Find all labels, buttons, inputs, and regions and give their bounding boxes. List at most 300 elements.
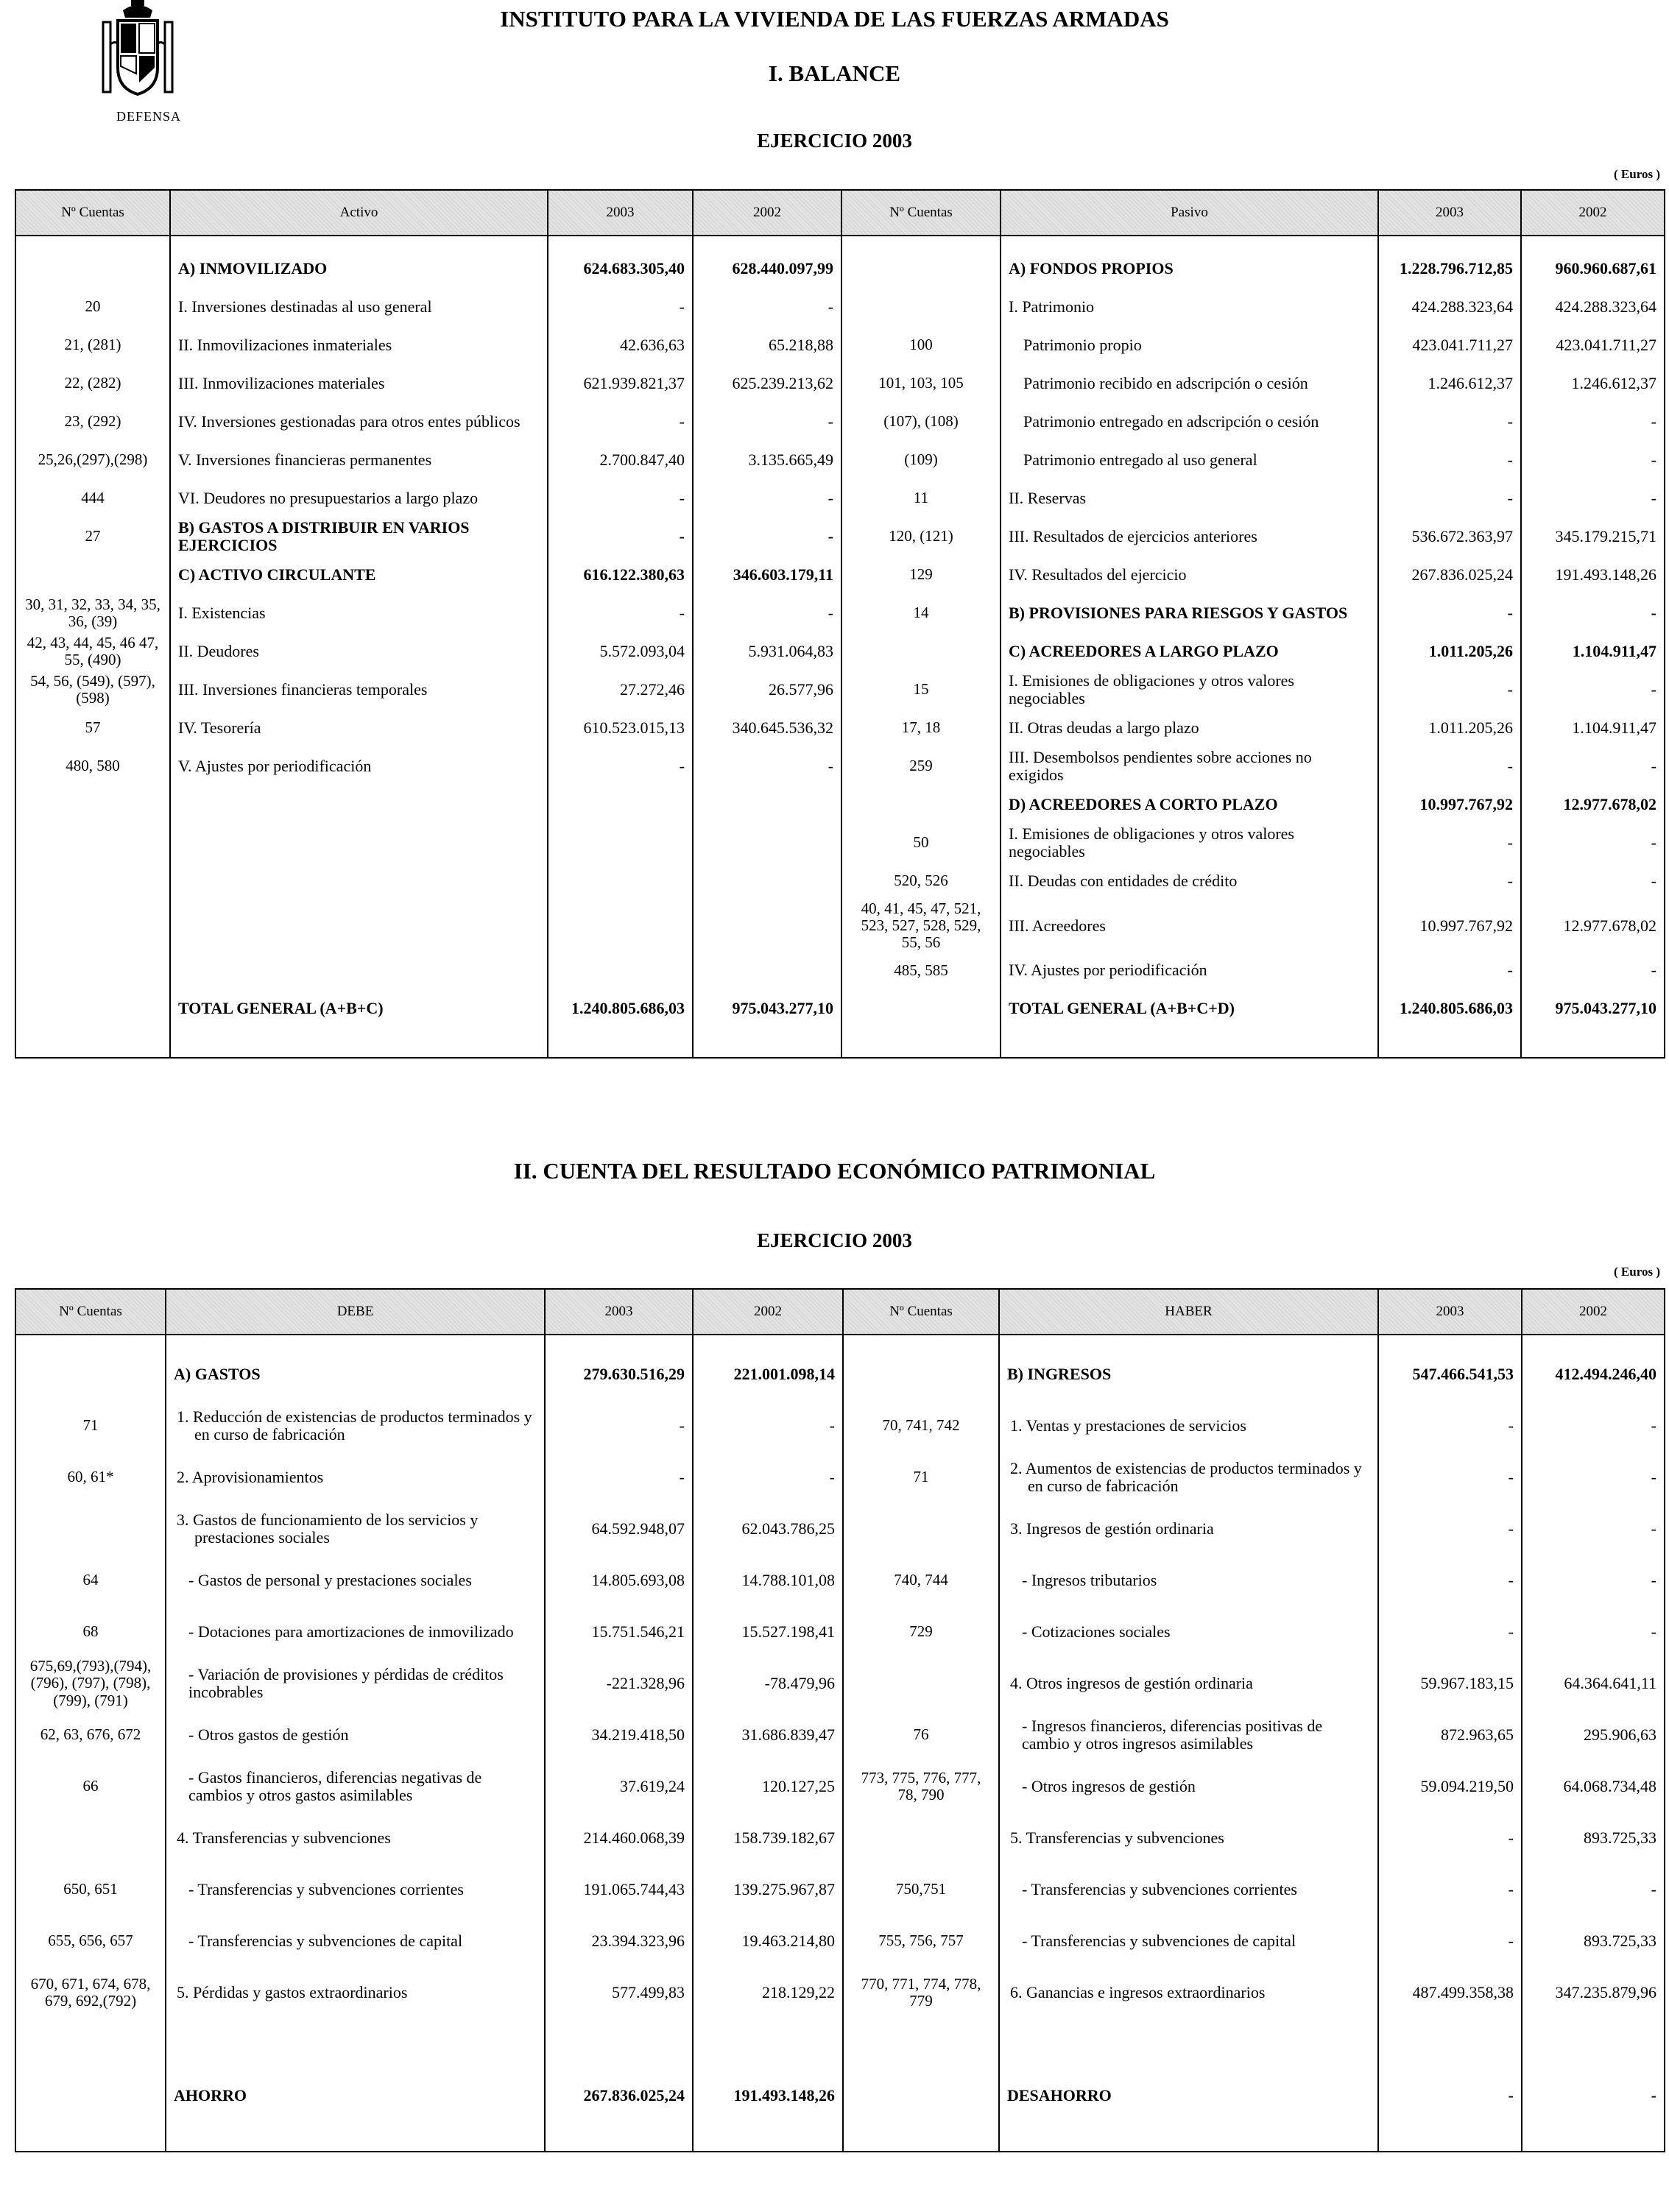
concept: 2. Aprovisionamientos [166,1452,545,1503]
amount-2003: - [1378,1555,1522,1606]
account-codes: 62, 63, 676, 672 [15,1709,166,1761]
amount-2003: - [548,479,693,517]
amount-2003: 610.523.015,13 [548,709,693,747]
account-codes: 485, 585 [841,951,1001,989]
amount-2003: - [548,403,693,441]
amount-2003 [548,785,693,824]
amount-2003: - [1378,1864,1522,1915]
account-codes [15,250,170,288]
account-codes: (109) [841,441,1001,479]
account-codes [15,556,170,594]
amount-2002: - [693,594,841,632]
col-activo: Activo [170,190,548,236]
account-codes: 120, (121) [841,517,1001,556]
concept: - Dotaciones para amortizaciones de inmovilizado [166,1606,545,1658]
account-codes: 23, (292) [15,403,170,441]
amount-2002: 628.440.097,99 [693,250,841,288]
concept: - Otros gastos de gestión [166,1709,545,1761]
amount-2002: 139.275.967,87 [693,1864,843,1915]
account-codes [843,1503,999,1555]
concept: III. Inversiones financieras temporales [170,671,548,709]
resultado-row [15,1709,1665,1761]
account-codes: 76 [843,1709,999,1761]
amount-2003: - [1378,671,1521,709]
amount-2002: 5.931.064,83 [693,632,841,671]
concept: IV. Resultados del ejercicio [1001,556,1378,594]
col-haber: HABER [999,1289,1378,1335]
account-codes [15,785,170,824]
col-2002-left: 2002 [693,190,841,236]
account-codes: 729 [843,1606,999,1658]
concept: AHORRO [166,2070,545,2121]
concept: D) ACREEDORES A CORTO PLAZO [1001,785,1378,824]
account-codes: 66 [15,1761,166,1812]
col-2003-right: 2003 [1378,1289,1522,1335]
amount-2003: - [1378,1452,1522,1503]
resultado-row [15,1658,1665,1709]
concept: I. Inversiones destinadas al uso general [170,288,548,326]
concept: - Gastos financieros, diferencias negativas de cambios y otros gastos asimilables [166,1761,545,1812]
col-2002-right: 2002 [1522,1289,1665,1335]
amount-2002 [693,951,841,989]
amount-2002: - [693,747,841,785]
concept: B) INGRESOS [999,1349,1378,1400]
balance-row [15,632,1665,671]
concept: Patrimonio propio [1001,326,1378,364]
amount-2003: 1.246.612,37 [1378,364,1521,403]
account-codes: 773, 775, 776, 777, 78, 790 [843,1761,999,1812]
col-2003-right: 2003 [1378,190,1521,236]
concept: II. Deudas con entidades de crédito [1001,862,1378,900]
amount-2002: 893.725,33 [1522,1812,1665,1864]
concept: C) ACREEDORES A LARGO PLAZO [1001,632,1378,671]
account-codes [841,785,1001,824]
concept: C) ACTIVO CIRCULANTE [170,556,548,594]
amount-2002: 345.179.215,71 [1521,517,1665,556]
amount-2002: 191.493.148,26 [1521,556,1665,594]
amount-2002: 65.218,88 [693,326,841,364]
account-codes: 11 [841,479,1001,517]
logo [82,0,193,125]
account-codes: (107), (108) [841,403,1001,441]
amount-2002: 15.527.198,41 [693,1606,843,1658]
resultado-row [15,1967,1665,2018]
concept: B) PROVISIONES PARA RIESGOS Y GASTOS [1001,594,1378,632]
amount-2003: 624.683.305,40 [548,250,693,288]
amount-2002: - [1521,441,1665,479]
concept [170,951,548,989]
amount-2002: 14.788.101,08 [693,1555,843,1606]
amount-2003: 279.630.516,29 [545,1349,693,1400]
account-codes: 655, 656, 657 [15,1915,166,1967]
amount-2003: - [1378,747,1521,785]
account-codes [15,2070,166,2121]
concept: III. Acreedores [1001,900,1378,951]
resultado-subtitle: EJERCICIO 2003 [757,1229,912,1251]
amount-2002: -78.479,96 [693,1658,843,1709]
concept: Patrimonio entregado al uso general [1001,441,1378,479]
amount-2002: 31.686.839,47 [693,1709,843,1761]
concept [170,785,548,824]
concept: Patrimonio recibido en adscripción o cesión [1001,364,1378,403]
amount-2003: - [1378,951,1521,989]
amount-2002: - [1521,747,1665,785]
account-codes: 444 [15,479,170,517]
amount-2003: 191.065.744,43 [545,1864,693,1915]
account-codes: 60, 61* [15,1452,166,1503]
account-codes: 22, (282) [15,364,170,403]
concept: IV. Ajustes por periodificación [1001,951,1378,989]
account-codes: 30, 31, 32, 33, 34, 35, 36, (39) [15,594,170,632]
amount-2003: 423.041.711,27 [1378,326,1521,364]
col-cuentas-right: Nº Cuentas [841,190,1001,236]
col-cuentas-right: Nº Cuentas [843,1289,999,1335]
amount-2003: - [1378,1400,1522,1452]
concept: IV. Tesorería [170,709,548,747]
amount-2002: - [1521,671,1665,709]
concept: Patrimonio entregado en adscripción o cesión [1001,403,1378,441]
amount-2003: 15.751.546,21 [545,1606,693,1658]
amount-2002: 412.494.246,40 [1522,1349,1665,1400]
balance-row [15,951,1665,989]
amount-2002: 64.364.641,11 [1522,1658,1665,1709]
amount-2002: 340.645.536,32 [693,709,841,747]
amount-2002: 221.001.098,14 [693,1349,843,1400]
balance-row [15,364,1665,403]
amount-2003: 23.394.323,96 [545,1915,693,1967]
concept: - Transferencias y subvenciones corrientes [999,1864,1378,1915]
amount-2003: 214.460.068,39 [545,1812,693,1864]
concept: I. Patrimonio [1001,288,1378,326]
col-2003-left: 2003 [545,1289,693,1335]
concept: I. Existencias [170,594,548,632]
amount-2003: 42.636,63 [548,326,693,364]
balance-row [15,326,1665,364]
account-codes [843,2018,999,2070]
account-codes [841,989,1001,1028]
concept: III. Desembolsos pendientes sobre acciones no exigidos [1001,747,1378,785]
resultado-row [15,1452,1665,1503]
concept: 4. Otros ingresos de gestión ordinaria [999,1658,1378,1709]
amount-2002: 120.127,25 [693,1761,843,1812]
amount-2002: 191.493.148,26 [693,2070,843,2121]
concept: TOTAL GENERAL (A+B+C+D) [1001,989,1378,1028]
balance-row [15,556,1665,594]
account-codes: 21, (281) [15,326,170,364]
balance-row [15,441,1665,479]
amount-2002: - [693,517,841,556]
account-codes: 68 [15,1606,166,1658]
amount-2003: - [548,747,693,785]
amount-2003: 1.228.796.712,85 [1378,250,1521,288]
account-codes: 57 [15,709,170,747]
balance-table [15,189,1665,1059]
concept: 5. Pérdidas y gastos extraordinarios [166,1967,545,2018]
amount-2003: - [1378,594,1521,632]
amount-2003: 424.288.323,64 [1378,288,1521,326]
account-codes: 25,26,(297),(298) [15,441,170,479]
amount-2003: 10.997.767,92 [1378,900,1521,951]
resultado-title: II. CUENTA DEL RESULTADO ECONÓMICO PATRIMONIAL [513,1158,1156,1184]
concept: - Transferencias y subvenciones de capital [999,1915,1378,1967]
amount-2003: 487.499.358,38 [1378,1967,1522,2018]
amount-2003: 267.836.025,24 [1378,556,1521,594]
account-codes [841,288,1001,326]
amount-2002: - [1522,2070,1665,2121]
account-codes: 40, 41, 45, 47, 521, 523, 527, 528, 529, 55, 56 [841,900,1001,951]
amount-2002: - [1522,1555,1665,1606]
concept: III. Resultados de ejercicios anteriores [1001,517,1378,556]
col-2003-left: 2003 [548,190,693,236]
amount-2003: 37.619,24 [545,1761,693,1812]
amount-2003: 34.219.418,50 [545,1709,693,1761]
amount-2003: - [548,517,693,556]
amount-2003: - [545,1400,693,1452]
concept: I. Emisiones de obligaciones y otros valores negociables [1001,671,1378,709]
amount-2003: - [545,1452,693,1503]
concept: V. Ajustes por periodificación [170,747,548,785]
account-codes: 15 [841,671,1001,709]
account-codes [843,1812,999,1864]
concept: III. Inmovilizaciones materiales [170,364,548,403]
amount-2003 [548,951,693,989]
concept: - Otros ingresos de gestión [999,1761,1378,1812]
amount-2002: - [693,288,841,326]
amount-2003 [1378,2018,1522,2070]
amount-2003: - [548,288,693,326]
amount-2002: 3.135.665,49 [693,441,841,479]
concept: II. Inmovilizaciones inmateriales [170,326,548,364]
balance-row [15,785,1665,824]
concept: - Ingresos tributarios [999,1555,1378,1606]
account-codes: 740, 744 [843,1555,999,1606]
amount-2002: 975.043.277,10 [693,989,841,1028]
account-codes: 101, 103, 105 [841,364,1001,403]
amount-2002 [693,785,841,824]
amount-2002 [693,862,841,900]
amount-2003: 1.240.805.686,03 [548,989,693,1028]
account-codes [15,1503,166,1555]
amount-2003: - [548,594,693,632]
amount-2003: 1.240.805.686,03 [1378,989,1521,1028]
account-codes: 755, 756, 757 [843,1915,999,1967]
balance-row [15,989,1665,1028]
amount-2002: - [1521,951,1665,989]
amount-2002: 347.235.879,96 [1522,1967,1665,2018]
balance-row [15,862,1665,900]
account-codes: 670, 671, 674, 678, 679, 692,(792) [15,1967,166,2018]
amount-2003 [548,900,693,951]
account-codes [843,1658,999,1709]
concept: II. Otras deudas a largo plazo [1001,709,1378,747]
amount-2003: 547.466.541,53 [1378,1349,1522,1400]
amount-2003: - [1378,824,1521,862]
concept: 4. Transferencias y subvenciones [166,1812,545,1864]
concept [999,2018,1378,2070]
account-codes [15,2018,166,2070]
amount-2002: - [1522,1864,1665,1915]
concept: A) GASTOS [166,1349,545,1400]
account-codes [843,2070,999,2121]
amount-2003: - [1378,2070,1522,2121]
amount-2002: 19.463.214,80 [693,1915,843,1967]
concept: A) FONDOS PROPIOS [1001,250,1378,288]
concept: - Transferencias y subvenciones corrientes [166,1864,545,1915]
account-codes [15,1349,166,1400]
concept [166,2018,545,2070]
amount-2002: 960.960.687,61 [1521,250,1665,288]
concept: I. Emisiones de obligaciones y otros valores negociables [1001,824,1378,862]
account-codes [841,250,1001,288]
resultado-row [15,1555,1665,1606]
concept: IV. Inversiones gestionadas para otros entes públicos [170,403,548,441]
resultado-row [15,1812,1665,1864]
account-codes [15,862,170,900]
amount-2003: - [1378,1503,1522,1555]
account-codes: 100 [841,326,1001,364]
concept: - Gastos de personal y prestaciones sociales [166,1555,545,1606]
amount-2003: - [1378,1812,1522,1864]
amount-2002: 423.041.711,27 [1521,326,1665,364]
amount-2002: 26.577,96 [693,671,841,709]
amount-2003 [548,824,693,862]
amount-2002: - [1521,479,1665,517]
amount-2002: 1.104.911,47 [1521,632,1665,671]
amount-2002: 975.043.277,10 [1521,989,1665,1028]
account-codes [15,824,170,862]
amount-2002: - [1522,1503,1665,1555]
amount-2003: -221.328,96 [545,1658,693,1709]
balance-title: I. BALANCE [768,60,901,86]
amount-2003: 577.499,83 [545,1967,693,2018]
concept: 6. Ganancias e ingresos extraordinarios [999,1967,1378,2018]
concept: V. Inversiones financieras permanentes [170,441,548,479]
concept: II. Deudores [170,632,548,671]
amount-2002: 1.104.911,47 [1521,709,1665,747]
col-cuentas-left: Nº Cuentas [15,1289,166,1335]
col-2002-right: 2002 [1521,190,1665,236]
amount-2003: 2.700.847,40 [548,441,693,479]
concept: - Cotizaciones sociales [999,1606,1378,1658]
amount-2003: 14.805.693,08 [545,1555,693,1606]
amount-2003: 872.963,65 [1378,1709,1522,1761]
concept: 2. Aumentos de existencias de productos terminados y en curso de fabricación [999,1452,1378,1503]
amount-2003: - [1378,1915,1522,1967]
account-codes: 64 [15,1555,166,1606]
amount-2002: - [1521,862,1665,900]
institution-title: INSTITUTO PARA LA VIVIENDA DE LAS FUERZAS ARMADAS [500,6,1169,32]
amount-2003: 64.592.948,07 [545,1503,693,1555]
amount-2003: 59.967.183,15 [1378,1658,1522,1709]
amount-2003: 59.094.219,50 [1378,1761,1522,1812]
resultado-row [15,2070,1665,2121]
resultado-table [15,1288,1665,2152]
account-codes: 129 [841,556,1001,594]
balance-row [15,288,1665,326]
resultado-row [15,1503,1665,1555]
amount-2002: 12.977.678,02 [1521,785,1665,824]
concept: 3. Gastos de funcionamiento de los servicios y prestaciones sociales [166,1503,545,1555]
amount-2002 [693,900,841,951]
concept [170,862,548,900]
amount-2002: - [1522,1400,1665,1452]
account-codes: 50 [841,824,1001,862]
balance-row [15,517,1665,556]
account-codes [15,989,170,1028]
amount-2003: 536.672.363,97 [1378,517,1521,556]
amount-2002: 346.603.179,11 [693,556,841,594]
account-codes: 259 [841,747,1001,785]
amount-2003: - [1378,479,1521,517]
amount-2002: 1.246.612,37 [1521,364,1665,403]
account-codes: 42, 43, 44, 45, 46 47, 55, (490) [15,632,170,671]
amount-2002: 295.906,63 [1522,1709,1665,1761]
amount-2002: - [1521,403,1665,441]
account-codes: 20 [15,288,170,326]
resultado-row [15,1761,1665,1812]
account-codes [15,1812,166,1864]
amount-2003: 27.272,46 [548,671,693,709]
amount-2003: 1.011.205,26 [1378,709,1521,747]
coat-of-arms-icon [97,0,178,103]
amount-2002: 218.129,22 [693,1967,843,2018]
balance-row [15,403,1665,441]
resultado-currency: ( Euros ) [1614,1265,1660,1279]
amount-2002: 12.977.678,02 [1521,900,1665,951]
account-codes: 650, 651 [15,1864,166,1915]
amount-2003: - [1378,441,1521,479]
amount-2002 [1522,2018,1665,2070]
amount-2002: - [693,403,841,441]
concept: TOTAL GENERAL (A+B+C) [170,989,548,1028]
amount-2002: 893.725,33 [1522,1915,1665,1967]
amount-2002: - [1522,1452,1665,1503]
logo-label: DEFENSA [116,109,181,124]
amount-2003: 616.122.380,63 [548,556,693,594]
concept: 1. Ventas y prestaciones de servicios [999,1400,1378,1452]
col-cuentas-left: Nº Cuentas [15,190,170,236]
concept: B) GASTOS A DISTRIBUIR EN VARIOS EJERCICIOS [170,517,548,556]
concept [170,824,548,862]
account-codes [843,1349,999,1400]
amount-2003: 10.997.767,92 [1378,785,1521,824]
concept: VI. Deudores no presupuestarios a largo plazo [170,479,548,517]
balance-row [15,479,1665,517]
amount-2003: 621.939.821,37 [548,364,693,403]
col-pasivo: Pasivo [1001,190,1378,236]
balance-subtitle: EJERCICIO 2003 [757,130,912,152]
account-codes: 14 [841,594,1001,632]
account-codes [841,632,1001,671]
resultado-row [15,1606,1665,1658]
balance-row [15,900,1665,951]
amount-2002: 62.043.786,25 [693,1503,843,1555]
amount-2002: - [1521,824,1665,862]
resultado-row [15,1864,1665,1915]
amount-2003 [548,862,693,900]
account-codes: 520, 526 [841,862,1001,900]
amount-2002: - [693,479,841,517]
amount-2003 [545,2018,693,2070]
account-codes: 27 [15,517,170,556]
amount-2003: - [1378,403,1521,441]
amount-2003: - [1378,862,1521,900]
concept: 3. Ingresos de gestión ordinaria [999,1503,1378,1555]
concept: II. Reservas [1001,479,1378,517]
concept: DESAHORRO [999,2070,1378,2121]
amount-2003: 5.572.093,04 [548,632,693,671]
account-codes [15,900,170,951]
